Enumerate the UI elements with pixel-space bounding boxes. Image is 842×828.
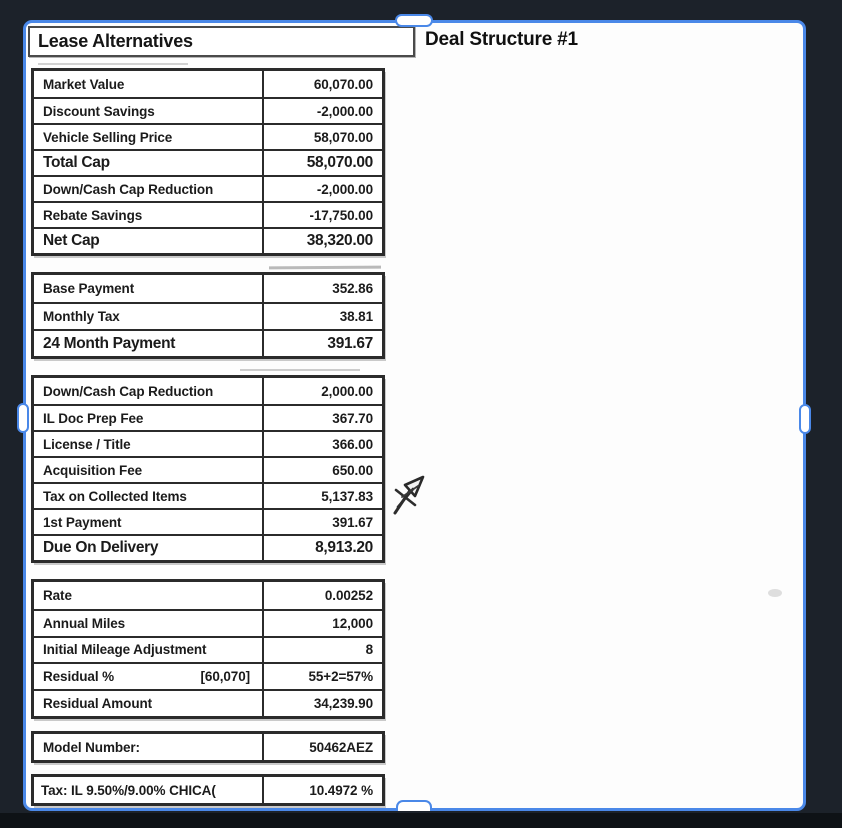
- row-value: 60,070.00: [262, 71, 382, 97]
- row-label: Tax: IL 9.50%/9.00% CHICA(: [41, 782, 216, 798]
- row-value: 12,000: [262, 611, 382, 636]
- row-label: Residual %: [43, 669, 115, 685]
- table-row: [34, 456, 382, 482]
- table-row: [34, 582, 382, 609]
- row-label: Residual Amount: [43, 696, 153, 712]
- row-label: Total Cap: [43, 154, 110, 171]
- row-label: License / Title: [43, 436, 131, 452]
- row-value: 650.00: [262, 458, 382, 482]
- row-label-cell: [34, 71, 262, 97]
- scan-artifact: [240, 369, 360, 371]
- row-label-cell: [34, 331, 262, 356]
- row-label-cell: [34, 125, 262, 149]
- tax-rate-table: [31, 774, 385, 806]
- row-value: 2,000.00: [262, 378, 382, 404]
- row-label-cell: [34, 406, 262, 430]
- table-row: [34, 482, 382, 508]
- row-value: 38,320.00: [262, 229, 382, 253]
- monthly-payment-table: [31, 272, 385, 359]
- row-label: Discount Savings: [43, 103, 155, 119]
- row-label: Monthly Tax: [43, 309, 120, 324]
- row-value: 50462AEZ: [262, 734, 382, 760]
- row-value: 0.00252: [262, 582, 382, 609]
- row-value: 58,070.00: [262, 125, 382, 149]
- row-label-cell: [34, 638, 262, 663]
- row-label: Rate: [43, 587, 72, 603]
- table-row: [34, 609, 382, 636]
- selection-handle-bottom[interactable]: [396, 800, 432, 811]
- scan-artifact: [269, 266, 381, 270]
- scan-smudge: [768, 589, 782, 597]
- lease-terms-table: [31, 579, 385, 719]
- table-row: [34, 430, 382, 456]
- row-label-cell: [34, 611, 262, 636]
- row-label-cell: [34, 484, 262, 508]
- row-value: 366.00: [262, 432, 382, 456]
- row-label-cell: [34, 777, 262, 803]
- row-label: Vehicle Selling Price: [43, 129, 173, 145]
- table-row: [34, 97, 382, 123]
- row-label: Annual Miles: [43, 615, 126, 631]
- table-row: [34, 302, 382, 329]
- table-row: [34, 534, 382, 560]
- row-label-cell: [34, 458, 262, 482]
- table-row: [34, 123, 382, 149]
- row-value: 8: [262, 638, 382, 663]
- row-label: Initial Mileage Adjustment: [43, 642, 207, 658]
- table-row: [34, 175, 382, 201]
- table-row: [34, 378, 382, 404]
- table-row: [34, 689, 382, 716]
- row-value: 391.67: [262, 331, 382, 356]
- row-value: -17,750.00: [262, 203, 382, 227]
- selection-handle-top[interactable]: [395, 14, 433, 27]
- table-row: [34, 201, 382, 227]
- row-label: Market Value: [43, 76, 125, 92]
- row-value: 38.81: [262, 304, 382, 329]
- row-label-cell: [34, 304, 262, 329]
- row-value: 55+2=57%: [262, 664, 382, 689]
- table-row: [34, 275, 382, 302]
- row-label-cell: [34, 177, 262, 201]
- row-value: 352.86: [262, 275, 382, 302]
- table-row: [34, 227, 382, 253]
- row-value: 367.70: [262, 406, 382, 430]
- selection-handle-left[interactable]: [17, 403, 29, 433]
- row-label: Base Payment: [43, 281, 135, 296]
- cap-summary-table: [31, 68, 385, 256]
- table-row: [34, 329, 382, 356]
- table-row: [34, 734, 382, 760]
- lease-worksheet-image[interactable]: [23, 20, 806, 811]
- due-on-delivery-table: [31, 375, 385, 563]
- model-number-table: [31, 731, 385, 763]
- row-label: Net Cap: [43, 232, 100, 249]
- row-label-cell: [34, 664, 262, 689]
- bottom-bar: [0, 813, 842, 828]
- row-label-cell: [34, 734, 262, 760]
- row-label: Rebate Savings: [43, 207, 143, 223]
- row-label-cell: [34, 99, 262, 123]
- row-value: -2,000.00: [262, 177, 382, 201]
- row-label-cell: [34, 691, 262, 716]
- row-label-cell: [34, 378, 262, 404]
- row-label: Acquisition Fee: [43, 462, 143, 478]
- worksheet-title-box: [28, 26, 415, 57]
- table-row: [34, 662, 382, 689]
- table-row: [34, 636, 382, 663]
- table-row: [34, 508, 382, 534]
- row-value: 34,239.90: [262, 691, 382, 716]
- annotation-arrow-icon: [392, 474, 426, 516]
- row-label-cell: [34, 510, 262, 534]
- row-label-cell: [34, 229, 262, 253]
- row-value: 10.4972 %: [262, 777, 382, 803]
- row-label-cell: [34, 275, 262, 302]
- table-row: [34, 71, 382, 97]
- row-label-extra: [60,070]: [200, 669, 250, 685]
- row-label: Down/Cash Cap Reduction: [43, 383, 214, 399]
- table-row: [34, 149, 382, 175]
- deal-structure-title: Deal Structure #1: [425, 29, 578, 50]
- scan-artifact: [38, 63, 188, 65]
- row-value: 5,137.83: [262, 484, 382, 508]
- row-label: Due On Delivery: [43, 539, 159, 556]
- row-label: 1st Payment: [43, 514, 122, 530]
- row-label: Model Number:: [43, 739, 140, 755]
- row-label: IL Doc Prep Fee: [43, 410, 144, 426]
- row-label-cell: [34, 203, 262, 227]
- row-value: 391.67: [262, 510, 382, 534]
- row-label-cell: [34, 432, 262, 456]
- row-label: 24 Month Payment: [43, 334, 176, 352]
- table-row: [34, 777, 382, 803]
- row-label-cell: [34, 151, 262, 175]
- row-value: -2,000.00: [262, 99, 382, 123]
- table-row: [34, 404, 382, 430]
- worksheet-title: Lease Alternatives: [38, 31, 193, 51]
- row-value: 8,913.20: [262, 536, 382, 560]
- row-label-cell: [34, 536, 262, 560]
- row-value: 58,070.00: [262, 151, 382, 175]
- row-label: Tax on Collected Items: [43, 488, 187, 504]
- row-label-cell: [34, 582, 262, 609]
- selection-handle-right[interactable]: [799, 404, 811, 434]
- row-label: Down/Cash Cap Reduction: [43, 181, 214, 197]
